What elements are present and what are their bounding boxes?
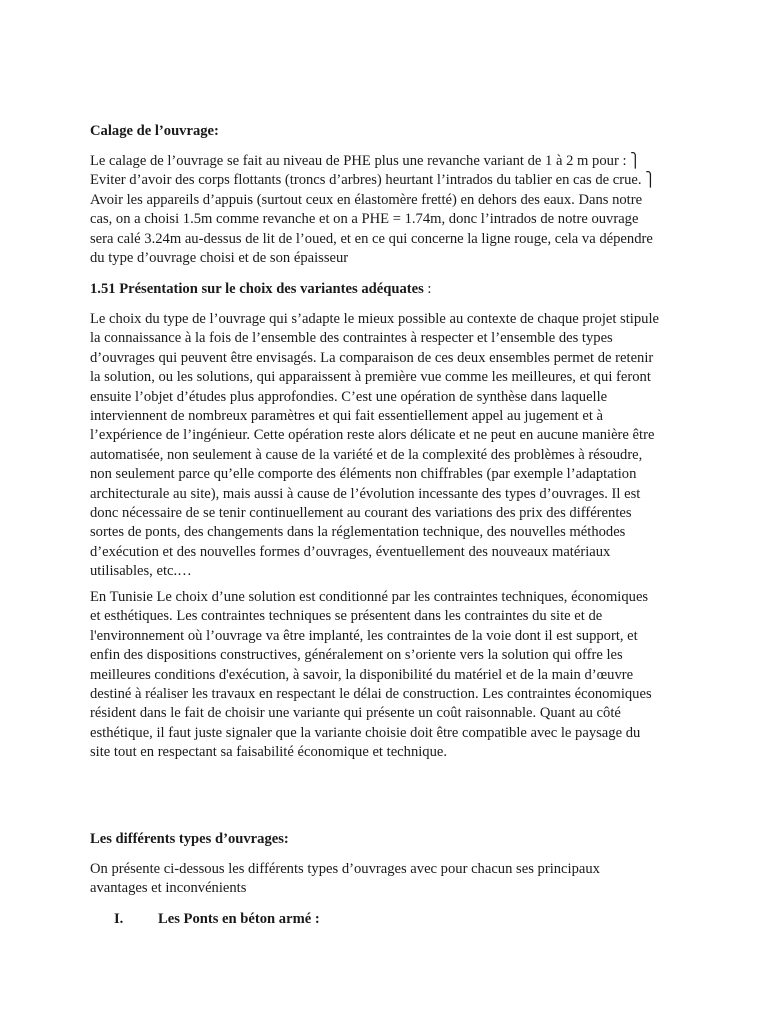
variantes-line: utilisables, etc.… bbox=[90, 563, 192, 580]
calage-line-5: sera calé 3.24m au-dessus de lit de l’oued, et en ce qui concerne la ligne rouge, cela va dépendre bbox=[90, 230, 653, 247]
list-item bbox=[114, 910, 320, 929]
list-label: Les Ponts en béton armé : bbox=[158, 911, 320, 927]
variantes-heading: 1.51 Présentation sur le choix des variantes adéquates : bbox=[90, 281, 432, 297]
variantes-line: d’exécution et des nouvelles formes d’ouvrages, éventuellement des nouveaux matériaux bbox=[90, 543, 611, 560]
tunisie-line: En Tunisie Le choix d’une solution est conditionné par les contraintes techniques, économiques bbox=[90, 589, 649, 605]
variantes-line: non seulement parce qu’elle comporte des éléments non chiffrables (par exemple l’adaptation bbox=[90, 466, 637, 483]
variantes-line: donc nécessaire de se tenir continuellement au courant des variations des prix des différentes bbox=[90, 505, 632, 522]
calage-line-2: Eviter d’avoir des corps flottants (troncs d’arbres) heurtant l’intrados du tablier en cas de crue. ⎫ bbox=[90, 172, 656, 189]
types-heading: Les différents types d’ouvrages: bbox=[90, 831, 289, 847]
variantes-line: l’expérience de l’ingénieur. Cette opération reste alors délicate et ne peut en aucune manière être bbox=[90, 427, 655, 444]
calage-paragraph bbox=[90, 152, 690, 268]
variantes-line: la connaissance à la fois de l’ensemble des contraintes à respecter et l’ensemble des types bbox=[90, 330, 613, 347]
variantes-paragraph bbox=[90, 310, 690, 582]
calage-line-6: du type d’ouvrage choisi et de son épaisseur bbox=[90, 250, 349, 267]
tunisie-line: enfin des dispositions constructives, généralement on s’oriente vers la solution qui offre les bbox=[90, 647, 623, 664]
tunisie-line: esthétique, il faut juste signaler que la variante choisie doit être compatible avec le paysage du bbox=[90, 724, 641, 741]
calage-heading: Calage de l’ouvrage: bbox=[90, 123, 219, 139]
tunisie-line: et esthétiques. Les contraintes techniques se présentent dans les contraintes du site et de bbox=[90, 608, 603, 625]
types-line: avantages et inconvénients bbox=[90, 880, 247, 897]
variantes-line: la solution, ou les solutions, qui apparaissent à première vue comme les meilleures, et qui feront bbox=[90, 369, 651, 386]
tunisie-paragraph bbox=[90, 588, 690, 763]
calage-line-1: Le calage de l’ouvrage se fait au niveau de PHE plus une revanche variant de 1 à 2 m pour : ⎫ bbox=[90, 153, 641, 169]
bracket-mark: ⎫ bbox=[645, 173, 656, 189]
variantes-line: architecturale au site), mais aussi à cause de l’évolution incessante des types d’ouvrages. Il est bbox=[90, 485, 641, 502]
list-number: I. bbox=[114, 911, 124, 927]
variantes-line: interviennent de nombreux paramètres et qui fait essentiellement appel au jugement et à bbox=[90, 408, 604, 425]
variantes-line: d’ouvrages qui peuvent être envisagés. La comparaison de ces deux ensembles permet de retenir bbox=[90, 349, 654, 366]
bracket-mark: ⎫ bbox=[630, 154, 641, 169]
variantes-line: ensuite l’objet d’études plus approfondies. C’est une opération de synthèse dans laquelle bbox=[90, 388, 608, 405]
tunisie-line: meilleures conditions d'exécution, à savoir, la disponibilité du matériel et de la main d’œuvre bbox=[90, 666, 634, 683]
variantes-line: automatisée, non seulement à cause de la variété et de la complexité des problèmes à résoudre, bbox=[90, 446, 643, 463]
types-line: On présente ci-dessous les différents types d’ouvrages avec pour chacun ses principaux bbox=[90, 861, 600, 877]
calage-line-3: Avoir les appareils d’appuis (surtout ceux en élastomère fretté) en dehors des eaux. Dans notre bbox=[90, 191, 643, 208]
tunisie-line: l'environnement où l’ouvrage va être implanté, les contraintes de la voie dont il est support, et bbox=[90, 627, 638, 644]
tunisie-line: résident dans le fait de choisir une variante qui présente un coût raisonnable. Quant au côté bbox=[90, 705, 621, 722]
variantes-line: sortes de ponts, des changements dans la réglementation technique, des nouvelles méthodes bbox=[90, 524, 626, 541]
tunisie-line: destiné à réaliser les travaux en respectant le délai de construction. Les contraintes économiques bbox=[90, 686, 652, 703]
calage-line-4: cas, on a choisi 1.5m comme revanche et on a PHE = 1.74m, donc l’intrados de notre ouvrage bbox=[90, 211, 639, 228]
tunisie-line: site tout en respectant sa faisabilité économique et technique. bbox=[90, 744, 448, 761]
types-paragraph bbox=[90, 860, 690, 899]
variantes-line: Le choix du type de l’ouvrage qui s’adapte le mieux possible au contexte de chaque projet stipule bbox=[90, 311, 659, 327]
